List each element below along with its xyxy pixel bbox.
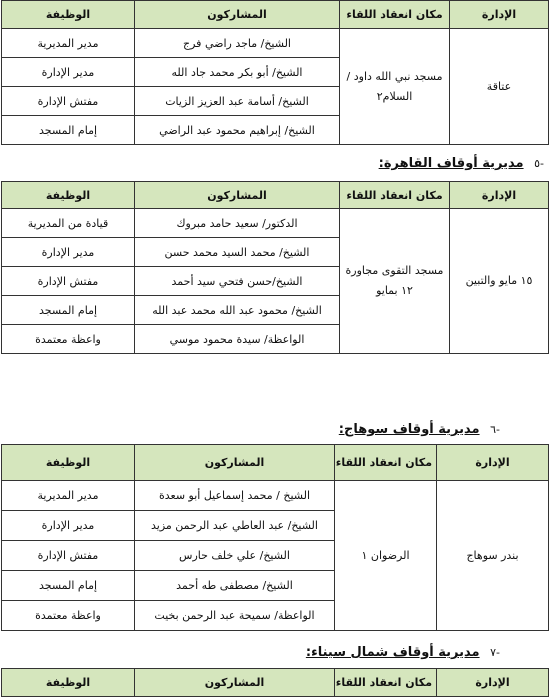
venue-cell: مسجد نبي الله داود / السلام٢ — [340, 29, 450, 145]
participant-cell: الواعظة/ سميحة عبد الرحمن بخيت — [135, 601, 335, 631]
col-venue: مكان انعقاد اللقاء — [340, 182, 450, 209]
section-heading-north-sinai — [306, 645, 500, 660]
section-title: مديرية أوقاف شمال سيناء: — [305, 645, 480, 660]
table-header-row — [2, 182, 549, 209]
table-header-row — [2, 445, 549, 481]
table-row — [2, 29, 549, 58]
col-participants: المشاركون — [135, 445, 335, 481]
job-cell: مفتش الإدارة — [2, 541, 135, 571]
col-participants: المشاركون — [135, 1, 340, 29]
table-header-row — [2, 1, 549, 29]
participant-cell: الشيخ/ محمود عبد الله محمد عبد الله — [135, 296, 340, 325]
job-cell: واعظة معتمدة — [2, 601, 135, 631]
col-job: الوظيفة — [2, 669, 135, 697]
col-job: الوظيفة — [2, 445, 135, 481]
table-north-sinai — [1, 668, 549, 697]
col-job: الوظيفة — [2, 182, 135, 209]
participant-cell: الشيخ/حسن فتحي سيد أحمد — [135, 267, 340, 296]
venue-cell: مسجد التقوى مجاورة ١٢ بمايو — [340, 209, 450, 354]
participant-cell: الواعظة/ سيدة محمود موسي — [135, 325, 340, 354]
job-cell: مدير الإدارة — [2, 238, 135, 267]
table-row — [2, 209, 549, 238]
job-cell: واعظة معتمدة — [2, 325, 135, 354]
col-admin: الإدارة — [437, 669, 549, 697]
section-number: -٦ — [490, 423, 500, 436]
table-sohag — [1, 444, 549, 631]
job-cell: إمام المسجد — [2, 571, 135, 601]
job-cell: إمام المسجد — [2, 116, 135, 145]
col-venue: مكان انعقاد اللقاء — [340, 1, 450, 29]
col-admin: الإدارة — [437, 445, 549, 481]
table-atakka — [1, 0, 549, 145]
participant-cell: الدكتور/ سعيد حامد مبروك — [135, 209, 340, 238]
venue-cell: الرضوان ١ — [335, 481, 437, 631]
col-venue: مكان انعقاد اللقاء — [335, 669, 437, 697]
job-cell: مدير الإدارة — [2, 58, 135, 87]
participant-cell: الشيخ/ مصطفى طه أحمد — [135, 571, 335, 601]
section-title: مديرية أوقاف سوهاج: — [338, 422, 480, 437]
participant-cell: الشيخ/ علي خلف حارس — [135, 541, 335, 571]
col-participants: المشاركون — [135, 669, 335, 697]
section-number: -٧ — [490, 646, 500, 659]
table-cairo — [1, 181, 549, 354]
admin-cell: بندر سوهاج — [437, 481, 549, 631]
section-heading-sohag — [339, 422, 500, 437]
participant-cell: الشيخ/ إبراهيم محمود عبد الراضي — [135, 116, 340, 145]
section-number: -٥ — [534, 157, 544, 170]
job-cell: إمام المسجد — [2, 296, 135, 325]
col-participants: المشاركون — [135, 182, 340, 209]
participant-cell: الشيخ/ أبو بكر محمد جاد الله — [135, 58, 340, 87]
participant-cell: الشيخ / محمد إسماعيل أبو سعدة — [135, 481, 335, 511]
col-venue: مكان انعقاد اللقاء — [335, 445, 437, 481]
section-title: مديرية أوقاف القاهرة: — [378, 156, 524, 171]
col-job: الوظيفة — [2, 1, 135, 29]
job-cell: قيادة من المديرية — [2, 209, 135, 238]
participant-cell: الشيخ/ أسامة عبد العزيز الزيات — [135, 87, 340, 116]
job-cell: مفتش الإدارة — [2, 267, 135, 296]
col-admin: الإدارة — [450, 182, 549, 209]
admin-cell: ١٥ مايو والتبين — [450, 209, 549, 354]
col-admin: الإدارة — [450, 1, 549, 29]
section-heading-cairo — [379, 156, 544, 171]
table-row — [2, 481, 549, 511]
admin-cell: عتاقة — [450, 29, 549, 145]
table-header-row — [2, 669, 549, 697]
job-cell: مدير الإدارة — [2, 511, 135, 541]
job-cell: مفتش الإدارة — [2, 87, 135, 116]
job-cell: مدير المديرية — [2, 29, 135, 58]
participant-cell: الشيخ/ ماجد راضي فرج — [135, 29, 340, 58]
participant-cell: الشيخ/ عبد العاطي عبد الرحمن مزيد — [135, 511, 335, 541]
participant-cell: الشيخ/ محمد السيد محمد حسن — [135, 238, 340, 267]
job-cell: مدير المديرية — [2, 481, 135, 511]
